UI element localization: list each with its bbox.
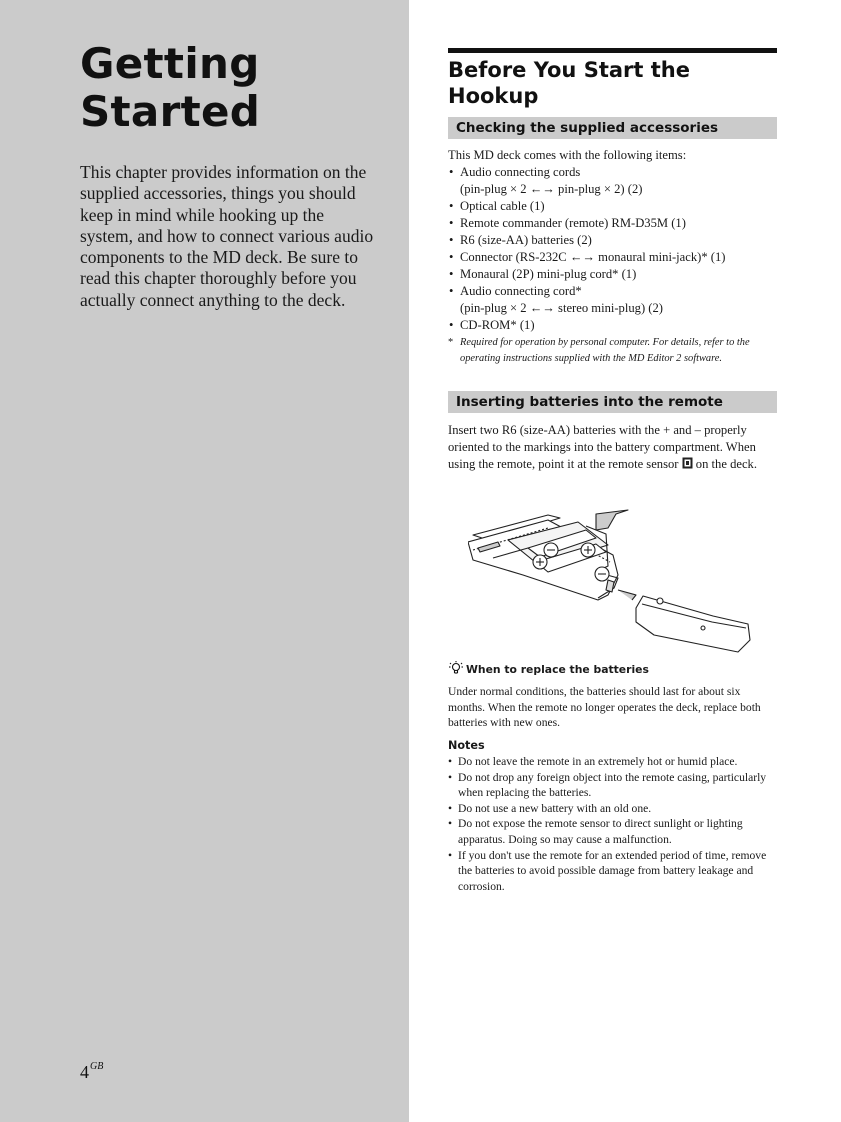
batteries-instructions-end: on the deck. [695,457,757,471]
section-title-line-2: Hookup [448,84,539,108]
list-item-text: • Audio connecting cord* [460,284,582,298]
list-item-text: • R6 (size-AA) batteries (2) [460,233,592,247]
chapter-title-line-1: Getting [80,39,260,88]
list-item-text: • Remote commander (remote) RM-D35M (1) [460,216,686,230]
page-number-value: 4 [80,1062,89,1082]
list-item: • If you don't use the remote for an extended period of time, remove the batteries to avoid possible damage from battery leakage and corrosion. [448,848,778,895]
list-item [448,232,778,249]
section-title-line-1: Before You Start the [448,58,690,82]
list-item: • Do not expose the remote sensor to direct sunlight or lighting apparatus. Doing so may cause a malfunction. [448,816,778,847]
lightbulb-icon [448,661,466,675]
section-title [448,57,690,109]
footnote-text: Required for operation by personal computer. For details, refer to the operating instructions supplied with the MD Editor 2 software. [460,337,750,364]
accessories-heading: Checking the supplied accessories [448,117,777,139]
list-item-detail: (pin-plug × 2 ←→ pin-plug × 2) (2) [460,182,643,196]
accessories-body [448,147,778,334]
footnote-mark: * [448,337,454,348]
tip-text: Under normal conditions, the batteries should last for about six months. When the remote no longer operates the deck, replace both batteries with new ones. [448,685,761,730]
notes-list [448,754,778,894]
list-item [448,317,778,334]
list-item-text: • Monaural (2P) mini-plug cord* (1) [460,267,637,281]
tip-heading-text: When to replace the batteries [466,663,649,676]
list-item: • Do not leave the remote in an extremely hot or humid place. [448,754,778,770]
list-item-text: • Connector (RS-232C ←→ monaural mini-jack)* (1) [460,250,726,264]
list-item [448,164,778,198]
chapter-title [80,40,260,136]
list-item [448,215,778,232]
list-item-detail: (pin-plug × 2 ←→ stereo mini-plug) (2) [460,301,663,315]
list-item-text: • Audio connecting cords [460,165,581,179]
list-item-text: • CD-ROM* (1) [460,318,535,332]
list-item-text: • Optical cable (1) [460,199,545,213]
batteries-heading: Inserting batteries into the remote [448,391,777,413]
list-item [448,249,778,266]
list-item [448,198,778,215]
notes-heading: Notes [448,739,485,752]
notes-body [448,754,778,894]
page-number-suffix: GB [90,1061,104,1072]
page-number [80,1062,103,1083]
list-item: • Do not drop any foreign object into the remote casing, particularly when replacing the batteries. [448,770,778,801]
chapter-title-line-2: Started [80,87,261,136]
section-rule [448,48,777,53]
remote-sensor-icon [682,457,693,469]
list-item [448,266,778,283]
accessories-intro: This MD deck comes with the following items: [448,148,687,162]
batteries-instructions [448,422,778,473]
batteries-instructions-text: Insert two R6 (size-AA) batteries with the + and – properly oriented to the markings into the battery compartment. When using the remote, point it at the remote sensor [448,423,756,471]
list-item: • Do not use a new battery with an old one. [448,801,778,817]
chapter-intro: This chapter provides information on the supplied accessories, things you should keep in mind while hooking up the system, and how to connect various audio components to the MD deck. Be sure to read this chapter thoroughly before you actually connect anything to the deck. [80,162,374,310]
list-item [448,283,778,317]
accessories-list [448,164,778,334]
accessories-footnote [448,335,778,366]
battery-insertion-illustration [468,500,758,660]
tip-heading [448,661,649,677]
